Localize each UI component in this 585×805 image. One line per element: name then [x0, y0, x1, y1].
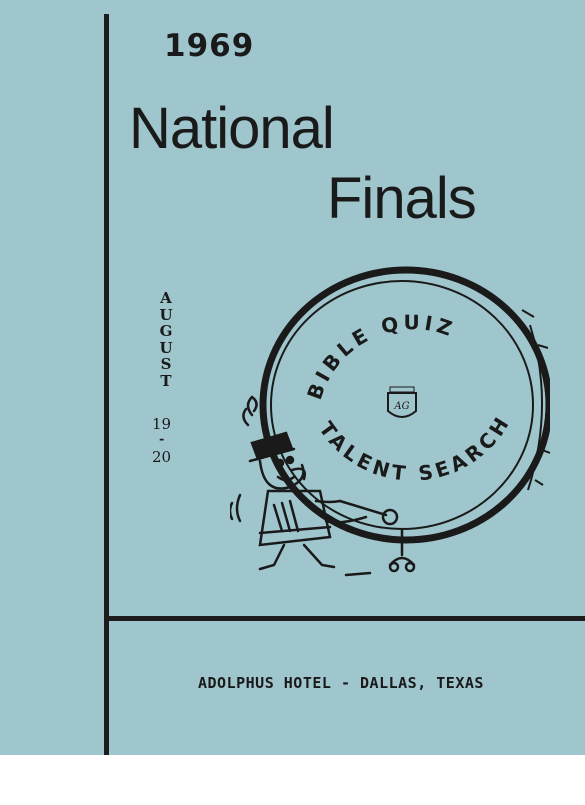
drummer-figure — [230, 397, 414, 575]
emblem-text: AG — [394, 401, 410, 412]
horizontal-rule — [104, 616, 585, 621]
date-day-end: 20 — [152, 448, 172, 466]
date-separator: - — [159, 432, 165, 447]
vertical-rule — [104, 14, 109, 755]
date-day-start: 19 — [152, 415, 172, 433]
date-month-vertical: AUGUST — [159, 289, 173, 390]
ag-emblem — [388, 387, 416, 417]
scan-margin — [0, 755, 585, 805]
title-national: National — [129, 96, 334, 161]
title-finals: Finals — [327, 166, 476, 231]
drum-text-bottom: TALENT SEARCH — [314, 409, 516, 486]
venue-line: ADOLPHUS HOTEL - DALLAS, TEXAS — [198, 674, 484, 692]
drummer-illustration — [230, 265, 550, 585]
year-heading: 1969 — [164, 28, 255, 64]
drum-text-top: BIBLE QUIZ — [302, 310, 459, 403]
